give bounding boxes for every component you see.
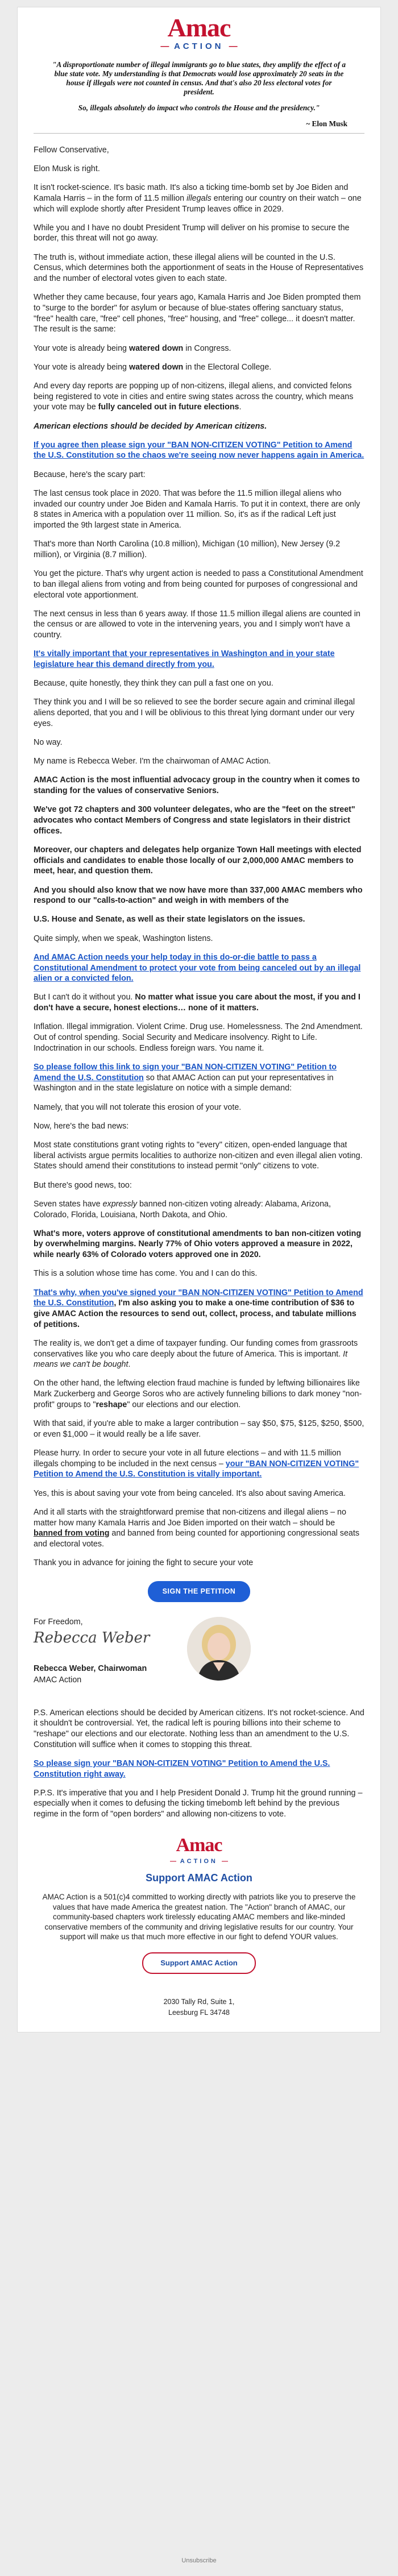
paragraph: They think you and I will be so relieved to see the border secure again and criminal illegal aliens deported, that you and I will be oblivious to this threat lying dormant under our very eyes.	[34, 698, 355, 728]
paragraph: That's more than North Carolina (10.8 million), Michigan (10 million), New Jersey (9.2 million), or Virginia (8.7 million).	[34, 540, 341, 559]
paragraph: Namely, that you will not tolerate this erosion of your vote.	[34, 1102, 242, 1112]
signer-name: Rebecca Weber, Chairwoman	[34, 1664, 147, 1673]
address-line-2: Leesburg FL 34748	[168, 2009, 230, 2017]
logo-tagline: ACTION	[180, 1857, 218, 1865]
paragraph: Because, quite honestly, they think they can pull a fast one on you.	[34, 679, 273, 688]
elon-musk-quote	[51, 60, 347, 128]
paragraph: Most state constitutions grant voting rights to "every" citizen, open-ended language that liberal activists argue permits localities to authorize non-citizen and even illegal alien voting. States should amend their constitutions to instead permit "only" citizens to vote.	[34, 1140, 363, 1171]
paragraph: And every day reports are popping up of non-citizens, illegal aliens, and convicted felons being registered to vote in cities and entire swing states across the country, which means your vote may be fully canceled out in future elections.	[34, 381, 354, 412]
paragraph: But there's good news, too:	[34, 1180, 132, 1190]
closing: For Freedom,	[34, 1617, 83, 1627]
logo-wordmark: Amac	[167, 13, 231, 42]
address-line-1: 2030 Tally Rd, Suite 1,	[163, 1998, 235, 2006]
handwritten-signature: Rebecca Weber	[34, 1629, 150, 1646]
quote-paragraph-2: So, illegals absolutely do impact who controls the House and the presidency."	[78, 103, 320, 112]
greeting: Fellow Conservative,	[34, 145, 109, 155]
sign-petition-button[interactable]: SIGN THE PETITION	[148, 1581, 251, 1602]
paragraph: Moreover, our chapters and delegates help organize Town Hall meetings with elected officials and candidates to enable those locally of our 2,000,000 AMAC members to meet, hear, and question them.	[34, 845, 362, 876]
paragraph: AMAC Action is the most influential advocacy group in the country when it comes to standing for the values of conservative Seniors.	[34, 775, 360, 796]
paragraph: While you and I have no doubt President Trump will deliver on his promise to secure the border, this threat will not go away.	[34, 223, 350, 243]
paragraph: The truth is, without immediate action, these illegal aliens will be counted in the U.S. Census, which determines both the apportionment of seats in the House of Representatives and the number of electoral votes given to each state.	[34, 252, 364, 284]
paragraph: Because, here's the scary part:	[34, 470, 146, 479]
signature-block	[34, 1617, 364, 1702]
paragraph: Inflation. Illegal immigration. Violent Crime. Drug use. Homelessness. The 2nd Amendment. Out of control spending. Social Security and Medicare insolvency. Right to Life. Indoctrination in our schools. Endless foreign wars. You name it.	[34, 1022, 363, 1053]
postscript: P.S. American elections should be decided by American citizens. It's not rocket-science. And it shouldn't be controversial. Yet, the radical left is pouring billions into their scheme to "reshape" our elections and our electorate. Nothing less than an amendment to the U.S. Constitution will suffice when it comes to stopping this threat.	[34, 1708, 364, 1749]
paragraph: Your vote is already being watered down in Congress.	[34, 343, 231, 353]
paragraph: The next census in less than 6 years away. If those 11.5 million illegal aliens are counted in the census or are allowed to vote in the intervening years, you and I simply won't have a country.	[34, 609, 360, 640]
portrait-image	[187, 1617, 251, 1681]
paragraph: Please hurry. In order to secure your vote in all future elections – and with 11.5 million illegals chomping to be included in the next census – your "BAN NON-CITIZEN VOTING" Petition to Amend the U.S. Constitution is vitally important.	[34, 1448, 359, 1479]
email-card	[17, 7, 381, 2032]
paragraph: Thank you in advance for joining the fight to secure your vote	[34, 1558, 254, 1568]
paragraph: Now, here's the bad news:	[34, 1121, 129, 1131]
paragraph: With that said, if you're able to make a larger contribution – say $50, $75, $125, $250, $500, or even $1,000 – it would really be a life saver.	[34, 1419, 364, 1439]
footer-logo[interactable]: Amac — ACTION —	[34, 1836, 364, 1867]
paragraph: On the other hand, the leftwing election fraud machine is funded by leftwing billionaires like Mark Zuckerberg and George Soros who are actively funneling billions to dark money "non-profit" groups to "reshape" our elections and our election.	[34, 1379, 362, 1409]
paragraph: Seven states have expressly banned non-citizen voting already: Alabama, Arizona, Colorado, Florida, Louisiana, North Dakota, and Ohio.	[34, 1199, 331, 1219]
footer-address	[34, 1997, 364, 2018]
paragraph: That's why, when you've signed your "BAN NON-CITIZEN VOTING" Petition to Amend the U.S. Constitution, I'm also asking you to make a one-time contribution of $36 to give AMAC Action the resources to send out, collect, process, and tabulate millions of petitions.	[34, 1288, 363, 1329]
footer-text: AMAC Action is a 501(c)4 committed to working directly with patriots like you to preserve the values that have made America the greatest nation. The "Action" branch of AMAC, our community-based chapters work tirelessly educating AMAC members and like-minded conservative members of the community and driving legislative results for our country. Your support will make us that much more effective in our fight to defend YOUR values.	[42, 1893, 356, 1942]
header-divider	[34, 133, 364, 134]
paragraph: My name is Rebecca Weber. I'm the chairwoman of AMAC Action.	[34, 757, 271, 766]
support-amac-action-button[interactable]: Support AMAC Action	[142, 1952, 256, 1974]
amac-action-logo[interactable]: Amac — ACTION —	[34, 15, 364, 52]
paragraph: Your vote is already being watered down in the Electoral College.	[34, 362, 272, 372]
rebecca-weber-photo	[187, 1617, 251, 1681]
paragraph: American elections should be decided by American citizens.	[34, 421, 267, 431]
petition-link[interactable]: That's why, when you've signed your "BAN NON-CITIZEN VOTING" Petition to Amend the U.S. Constitution	[34, 1288, 363, 1308]
logo-wordmark: Amac	[176, 1834, 222, 1856]
paragraph: And you should also know that we now have more than 337,000 AMAC members who respond to our "calls-to-action" and weigh in with members of the	[34, 885, 363, 906]
signer-org: AMAC Action	[34, 1675, 82, 1685]
paragraph: And it all starts with the straightforward premise that non-citizens and illegal aliens – no matter how many Kamala Harris and Joe Biden imported on their watch – should be banned from voting and banned from being counted for apportioning congressional seats and electoral votes.	[34, 1507, 359, 1549]
paragraph: The last census took place in 2020. That was before the 11.5 million illegal aliens who invaded our country under Joe Biden and Kamala Harris. To put it in context, there are only 8 states in America with a population over 11 million. So, it's as if the radical Left just imported the 9th largest state in America.	[34, 488, 360, 530]
quote-paragraph-1: "A disproportionate number of illegal immigrants go to blue states, they amplify the effect of a blue state vote. My understanding is that Democrats would lose approximately 20 seats in the house if illegals were not counted in census. And that's also 20 less electoral votes for president.	[52, 60, 346, 96]
paragraph: This is a solution whose time has come. You and I can do this.	[34, 1269, 258, 1279]
petition-link[interactable]: So please sign your "BAN NON-CITIZEN VOTING" Petition to Amend the U.S. Constitution right away.	[34, 1758, 330, 1779]
petition-link[interactable]: It's vitally important that your representatives in Washington and in your state legislature hear this demand directly from you.	[34, 649, 335, 670]
postscript: P.P.S. It's imperative that you and I help President Donald J. Trump hit the ground running – especially when it comes to defusing the ticking timebomb left behind by the previous regime in the form of "open borders" and allowing non-citizens to vote.	[34, 1788, 363, 1819]
paragraph: Elon Musk is right.	[34, 164, 100, 173]
paragraph: The reality is, we don't get a dime of taxpayer funding. Our funding comes from grassroots conservatives like you who care deeply about the future of America. This is important. It means we can't be bought.	[34, 1338, 358, 1370]
petition-link[interactable]: If you agree then please sign your "BAN NON-CITIZEN VOTING" Petition to Amend the U.S. Constitution so the chaos we're seeing now never happens again in America.	[34, 440, 364, 461]
unsubscribe-link[interactable]: Unsubscribe	[181, 2557, 217, 2564]
paragraph: But I can't do it without you. No matter what issue you care about the most, if you and I don't have a secure, honest elections… none of it matters.	[34, 993, 360, 1013]
paragraph: No way.	[34, 738, 63, 748]
quote-attribution: ~ Elon Musk	[306, 119, 347, 128]
footer-title: Support AMAC Action	[146, 1872, 252, 1884]
petition-link[interactable]: So please follow this link to sign your "BAN NON-CITIZEN VOTING" Petition to Amend the U.S. Constitution	[34, 1063, 337, 1082]
paragraph: Whether they came because, four years ago, Kamala Harris and Joe Biden prompted them to "surge to the border" for asylum or because of blue-states offering sanctuary status, "free" health care, "free" cell phones, "free" housing, and "free" college... it doesn't matter. The result is the same:	[34, 293, 361, 334]
paragraph: What's more, voters approve of constitutional amendments to ban non-citizen voting by overwhelming margins. Nearly 77% of Ohio voters approved a measure in 2022, while nearly 63% of Colorado voters approved one in 2020.	[34, 1229, 362, 1260]
paragraph: It isn't rocket-science. It's basic math. It's also a ticking time-bomb set by Joe Biden and Kamala Harris – in the form of 11.5 million illegals entering our country on their watch – one which will explode shortly after President Trump leaves office in 2029.	[34, 183, 362, 214]
logo-tagline: ACTION	[173, 42, 224, 51]
paragraph: Yes, this is about saving your vote from being canceled. It's also about saving America.	[34, 1488, 346, 1498]
paragraph: You get the picture. That's why urgent action is needed to pass a Constitutional Amendment to ban illegal aliens from voting and from being counted for purposes of congressional and electoral vote apportionment.	[34, 569, 363, 600]
paragraph: So please follow this link to sign your "BAN NON-CITIZEN VOTING" Petition to Amend the U.S. Constitution so that AMAC Action can put your representatives in Washington and in the state legislature on notice with a simple demand:	[34, 1063, 337, 1093]
paragraph: Quite simply, when we speak, Washington listens.	[34, 934, 213, 943]
paragraph: We've got 72 chapters and 300 volunteer delegates, who are the "feet on the street" advocates who contact Members of Congress and state legislators in their district offices.	[34, 805, 355, 836]
paragraph: U.S. House and Senate, as well as their state legislators on the issues.	[34, 915, 305, 924]
petition-link[interactable]: And AMAC Action needs your help today in this do-or-die battle to pass a Constitutional Amendment to protect your vote from being canceled out by an illegal alien or a convicted felon.	[34, 952, 361, 984]
petition-link[interactable]: your "BAN NON-CITIZEN VOTING" Petition to Amend the U.S. Constitution is vitally important.	[34, 1459, 359, 1479]
